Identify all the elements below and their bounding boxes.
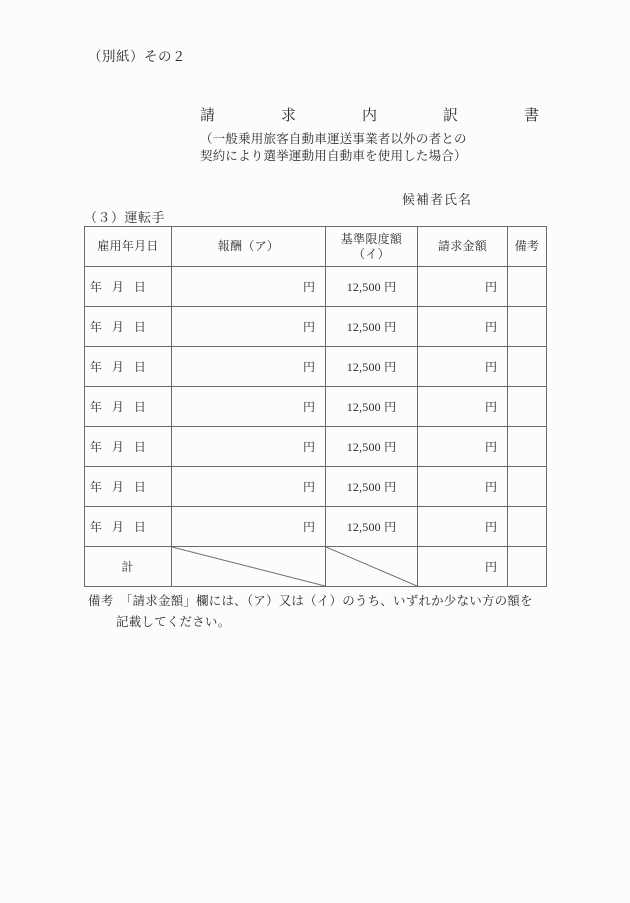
cell-reward-amount[interactable]: 円 bbox=[172, 387, 326, 427]
date-part-month: 月 bbox=[111, 440, 125, 454]
column-header-limit-line2: （イ） bbox=[353, 246, 390, 261]
date-part-month: 月 bbox=[111, 360, 125, 374]
table-row bbox=[85, 507, 547, 547]
footnote-line1: 備考 「請求金額」欄には、（ア）又は（イ）のうち、いずれか少ない方の額を bbox=[88, 594, 533, 608]
cell-claim-amount[interactable]: 円 bbox=[418, 467, 508, 507]
date-part-day: 日 bbox=[133, 360, 147, 374]
cell-employment-date[interactable] bbox=[85, 427, 172, 467]
cell-total-claim-amount[interactable]: 円 bbox=[418, 547, 508, 587]
cell-claim-amount[interactable]: 円 bbox=[418, 427, 508, 467]
cell-standard-limit: 12,500 円 bbox=[326, 467, 418, 507]
date-part-year: 年 bbox=[89, 280, 103, 294]
table-total-row bbox=[85, 547, 547, 587]
cell-claim-amount[interactable]: 円 bbox=[418, 347, 508, 387]
table-body bbox=[85, 267, 547, 587]
column-header-date: 雇用年月日 bbox=[85, 227, 172, 267]
cell-note[interactable] bbox=[508, 267, 547, 307]
date-part-day: 日 bbox=[133, 480, 147, 494]
cell-reward-amount[interactable]: 円 bbox=[172, 347, 326, 387]
cell-claim-amount[interactable]: 円 bbox=[418, 507, 508, 547]
footnote-line2: 記載してください。 bbox=[116, 615, 231, 629]
cell-reward-amount[interactable]: 円 bbox=[172, 507, 326, 547]
document-subtitle-line2: 契約により選挙運動用自動車を使用した場合） bbox=[200, 149, 467, 163]
column-header-claim: 請求金額 bbox=[418, 227, 508, 267]
cell-claim-amount[interactable]: 円 bbox=[418, 307, 508, 347]
date-part-year: 年 bbox=[89, 480, 103, 494]
cell-note[interactable] bbox=[508, 467, 547, 507]
footnote bbox=[88, 591, 558, 633]
cell-total-note[interactable] bbox=[508, 547, 547, 587]
cell-reward-amount[interactable]: 円 bbox=[172, 267, 326, 307]
cell-reward-amount[interactable]: 円 bbox=[172, 307, 326, 347]
date-part-year: 年 bbox=[89, 440, 103, 454]
cell-note[interactable] bbox=[508, 307, 547, 347]
cell-struck-reward bbox=[172, 547, 326, 587]
document-title: 請 求 内 訳 書 bbox=[200, 108, 552, 124]
cell-note[interactable] bbox=[508, 347, 547, 387]
cell-standard-limit: 12,500 円 bbox=[326, 507, 418, 547]
cell-employment-date[interactable] bbox=[85, 467, 172, 507]
cell-note[interactable] bbox=[508, 507, 547, 547]
date-part-month: 月 bbox=[111, 280, 125, 294]
cell-employment-date[interactable] bbox=[85, 267, 172, 307]
table-row bbox=[85, 347, 547, 387]
cell-claim-amount[interactable]: 円 bbox=[418, 387, 508, 427]
cell-employment-date[interactable] bbox=[85, 347, 172, 387]
cell-standard-limit: 12,500 円 bbox=[326, 427, 418, 467]
column-header-limit-line1: 基準限度額 bbox=[340, 231, 403, 246]
cell-claim-amount[interactable]: 円 bbox=[418, 267, 508, 307]
date-part-month: 月 bbox=[111, 480, 125, 494]
table-row bbox=[85, 267, 547, 307]
table-row bbox=[85, 467, 547, 507]
date-part-month: 月 bbox=[111, 520, 125, 534]
cell-employment-date[interactable] bbox=[85, 507, 172, 547]
document-subtitle-line1: （一般乗用旅客自動車運送事業者以外の者との bbox=[200, 132, 467, 146]
cell-standard-limit: 12,500 円 bbox=[326, 307, 418, 347]
cell-standard-limit: 12,500 円 bbox=[326, 347, 418, 387]
cell-standard-limit: 12,500 円 bbox=[326, 267, 418, 307]
column-header-limit bbox=[326, 227, 418, 267]
candidate-name-label: 候補者氏名 bbox=[402, 192, 473, 207]
cell-standard-limit: 12,500 円 bbox=[326, 387, 418, 427]
date-part-year: 年 bbox=[89, 400, 103, 414]
table-header bbox=[85, 227, 547, 267]
cell-employment-date[interactable] bbox=[85, 307, 172, 347]
table-row bbox=[85, 307, 547, 347]
date-part-day: 日 bbox=[133, 400, 147, 414]
claim-breakdown-table bbox=[84, 226, 547, 587]
date-part-day: 日 bbox=[133, 440, 147, 454]
column-header-note: 備考 bbox=[508, 227, 547, 267]
cell-reward-amount[interactable]: 円 bbox=[172, 467, 326, 507]
title-block bbox=[200, 104, 560, 165]
date-part-year: 年 bbox=[89, 320, 103, 334]
column-header-reward: 報酬（ア） bbox=[172, 227, 326, 267]
cell-note[interactable] bbox=[508, 427, 547, 467]
date-part-month: 月 bbox=[111, 400, 125, 414]
date-part-day: 日 bbox=[133, 280, 147, 294]
table-row bbox=[85, 387, 547, 427]
date-part-month: 月 bbox=[111, 320, 125, 334]
cell-total-label: 計 bbox=[85, 547, 172, 587]
date-part-day: 日 bbox=[133, 520, 147, 534]
cell-reward-amount[interactable]: 円 bbox=[172, 427, 326, 467]
cell-struck-limit bbox=[326, 547, 418, 587]
table-row bbox=[85, 427, 547, 467]
diagonal-strike-icon bbox=[172, 547, 325, 586]
table-header-row bbox=[85, 227, 547, 267]
date-part-year: 年 bbox=[89, 520, 103, 534]
cell-employment-date[interactable] bbox=[85, 387, 172, 427]
section-heading-driver: （３）運転手 bbox=[84, 210, 166, 225]
form-code-label: （別紙）その２ bbox=[88, 49, 186, 64]
cell-note[interactable] bbox=[508, 387, 547, 427]
diagonal-strike-icon bbox=[326, 547, 417, 586]
date-part-year: 年 bbox=[89, 360, 103, 374]
date-part-day: 日 bbox=[133, 320, 147, 334]
